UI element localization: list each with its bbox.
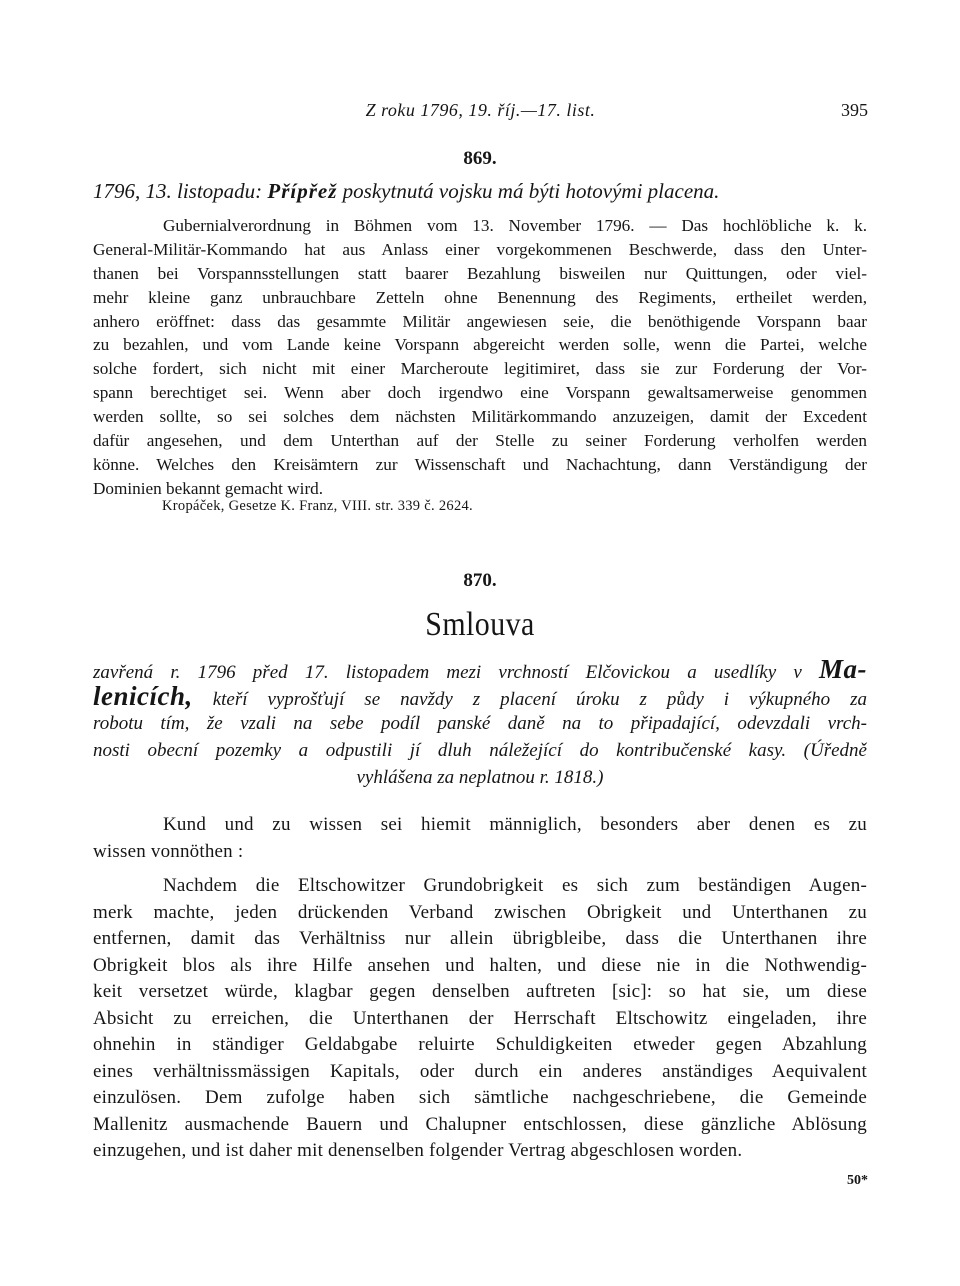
text-line: Dominien bekannt gemacht wird. (93, 478, 324, 498)
ordinance-text (93, 214, 867, 501)
contract-preamble (93, 812, 867, 865)
text-line: mehr kleine ganz unbrauchbare Zetteln ohne Benennung des Regiments, ertheilet werden, (93, 287, 867, 307)
heading-line (93, 683, 867, 710)
heading-line: vyhlášena za neplatnou r. 1818.) (356, 767, 604, 788)
text-line: einzugehen, und ist daher mit denenselben folgender Vertrag abgeschlosen worden. (93, 1140, 743, 1161)
heading-text: kteří vyprošťují se navždy z placení úroku z půdy i výkupného za (212, 689, 867, 710)
place-name-part: Ma- (819, 654, 867, 684)
title-date: 1796, 13. listopadu: (93, 179, 263, 203)
text-line: Nachdem die Eltschowitzer Grundobrigkeit es sich zum beständigen Augen- (163, 875, 867, 896)
text-line: thanen bei Vorspannsstellungen statt baarer Bezahlung bisweilen nur Quittungen, oder viel- (93, 263, 867, 283)
running-title: Z roku 1796, 19. říj.—17. list. (365, 100, 596, 120)
text-line: Obrigkeit blos als ihre Hilfe ansehen und halten, und diese nie in die Nothwendig- (93, 954, 867, 976)
text-line: merk machte, jeden drückenden Verband zwischen Obrigkeit und Unterthanen zu (93, 901, 867, 923)
text-line: werden sollte, so sei solches dem nächsten Militärkommando anzuzeigen, damit der Excedent (93, 407, 867, 427)
title-rest: poskytnutá vojsku má býti hotovými placena. (342, 179, 720, 203)
text-line: Absicht zu erreichen, die Unterthanen der Herrschaft Eltschowitz eingeladen, ihre (93, 1007, 867, 1029)
text-line: solche fordert, sich nicht mit einer Marcheroute legitimiret, dass sie zur Forderung der Vor- (93, 359, 867, 379)
text-line: General-Militär-Kommando hat aus Anlass einer vorgekommenen Beschwerde, dass den Unter- (93, 239, 867, 259)
document-title-869 (93, 179, 873, 204)
heading-line: robotu tím, že vzali na sebe podíl panské daně na to připadající, odevzdali vrch- (93, 713, 867, 734)
text-line: dafür angesehen, und dem Unterthan auf der Stelle zu seiner Forderung verholfen werden (93, 431, 867, 451)
document-title-870: Smlouva (425, 606, 535, 643)
text-line: einzulösen. Dem zufolge haben sich sämtliche nachgeschriebene, die Gemeinde (93, 1087, 867, 1108)
contract-body (93, 873, 867, 1165)
document-number-870: 870. (463, 570, 497, 591)
text-line: spann berechtiget sei. Wenn aber doch irgendwo eine Vorspann gewaltsamerweise genommen (93, 383, 867, 403)
text-line: eines verhältnissmässigen Kapitals, oder durch ein anderes anständiges Aequivalent (93, 1060, 867, 1082)
heading-line: nosti obecní pozemky a odpustili jí dluh náležející do kontribučenské kasy. (Úředně (93, 740, 867, 761)
text-line: Gubernialverordnung in Böhmen vom 13. November 1796. — Das hochlöbliche k. k. (163, 216, 867, 235)
text-line: könne. Welches den Kreisämtern zur Wissenschaft und Nachachtung, dann Verständigung der (93, 454, 867, 474)
document-number-869: 869. (463, 148, 497, 169)
running-header (93, 100, 868, 130)
text-line: wissen vonnöthen : (93, 840, 244, 862)
page-number: 395 (841, 100, 868, 120)
signature-mark: 50* (847, 1173, 868, 1188)
source-citation: Kropáček, Gesetze K. Franz, VIII. str. 339 č. 2624. (162, 498, 473, 514)
text-line: zu bezahlen, und vom Lande keine Vorspann abgereicht werden solle, wenn die Partei, welche (93, 335, 867, 355)
text-line: entfernen, damit das Verhältniss nur allein übrigbleibe, dass die Unterthanen ihre (93, 928, 867, 949)
text-line: anhero eröffnet: dass das gesammte Militär angewiesen seie, die benöthigende Vorspann baar (93, 311, 867, 331)
text-line: keit versetzet würde, klagbar gegen denselben auftreten [sic]: so hat sie, um diese (93, 981, 867, 1002)
place-name-part: lenicích, (93, 681, 193, 711)
text-line: ohnehin in ständiger Geldabgabe reluirte Schuldigkeiten etweder gegen Abzahlung (93, 1034, 867, 1055)
title-keyword: Přípřež (267, 179, 338, 203)
heading-text: zavřená r. 1796 před 17. listopadem mezi vrchností Elčovickou a usedlíky v (93, 662, 802, 683)
text-line: Mallenitz ausmachende Bauern und Chalupner entschlossen, diese gänzliche Ablösung (93, 1113, 867, 1135)
document-heading-870 (93, 656, 867, 791)
heading-line (93, 656, 867, 683)
text-line: Kund und zu wissen sei hiemit männiglich, besonders aber denen es zu (163, 814, 867, 835)
